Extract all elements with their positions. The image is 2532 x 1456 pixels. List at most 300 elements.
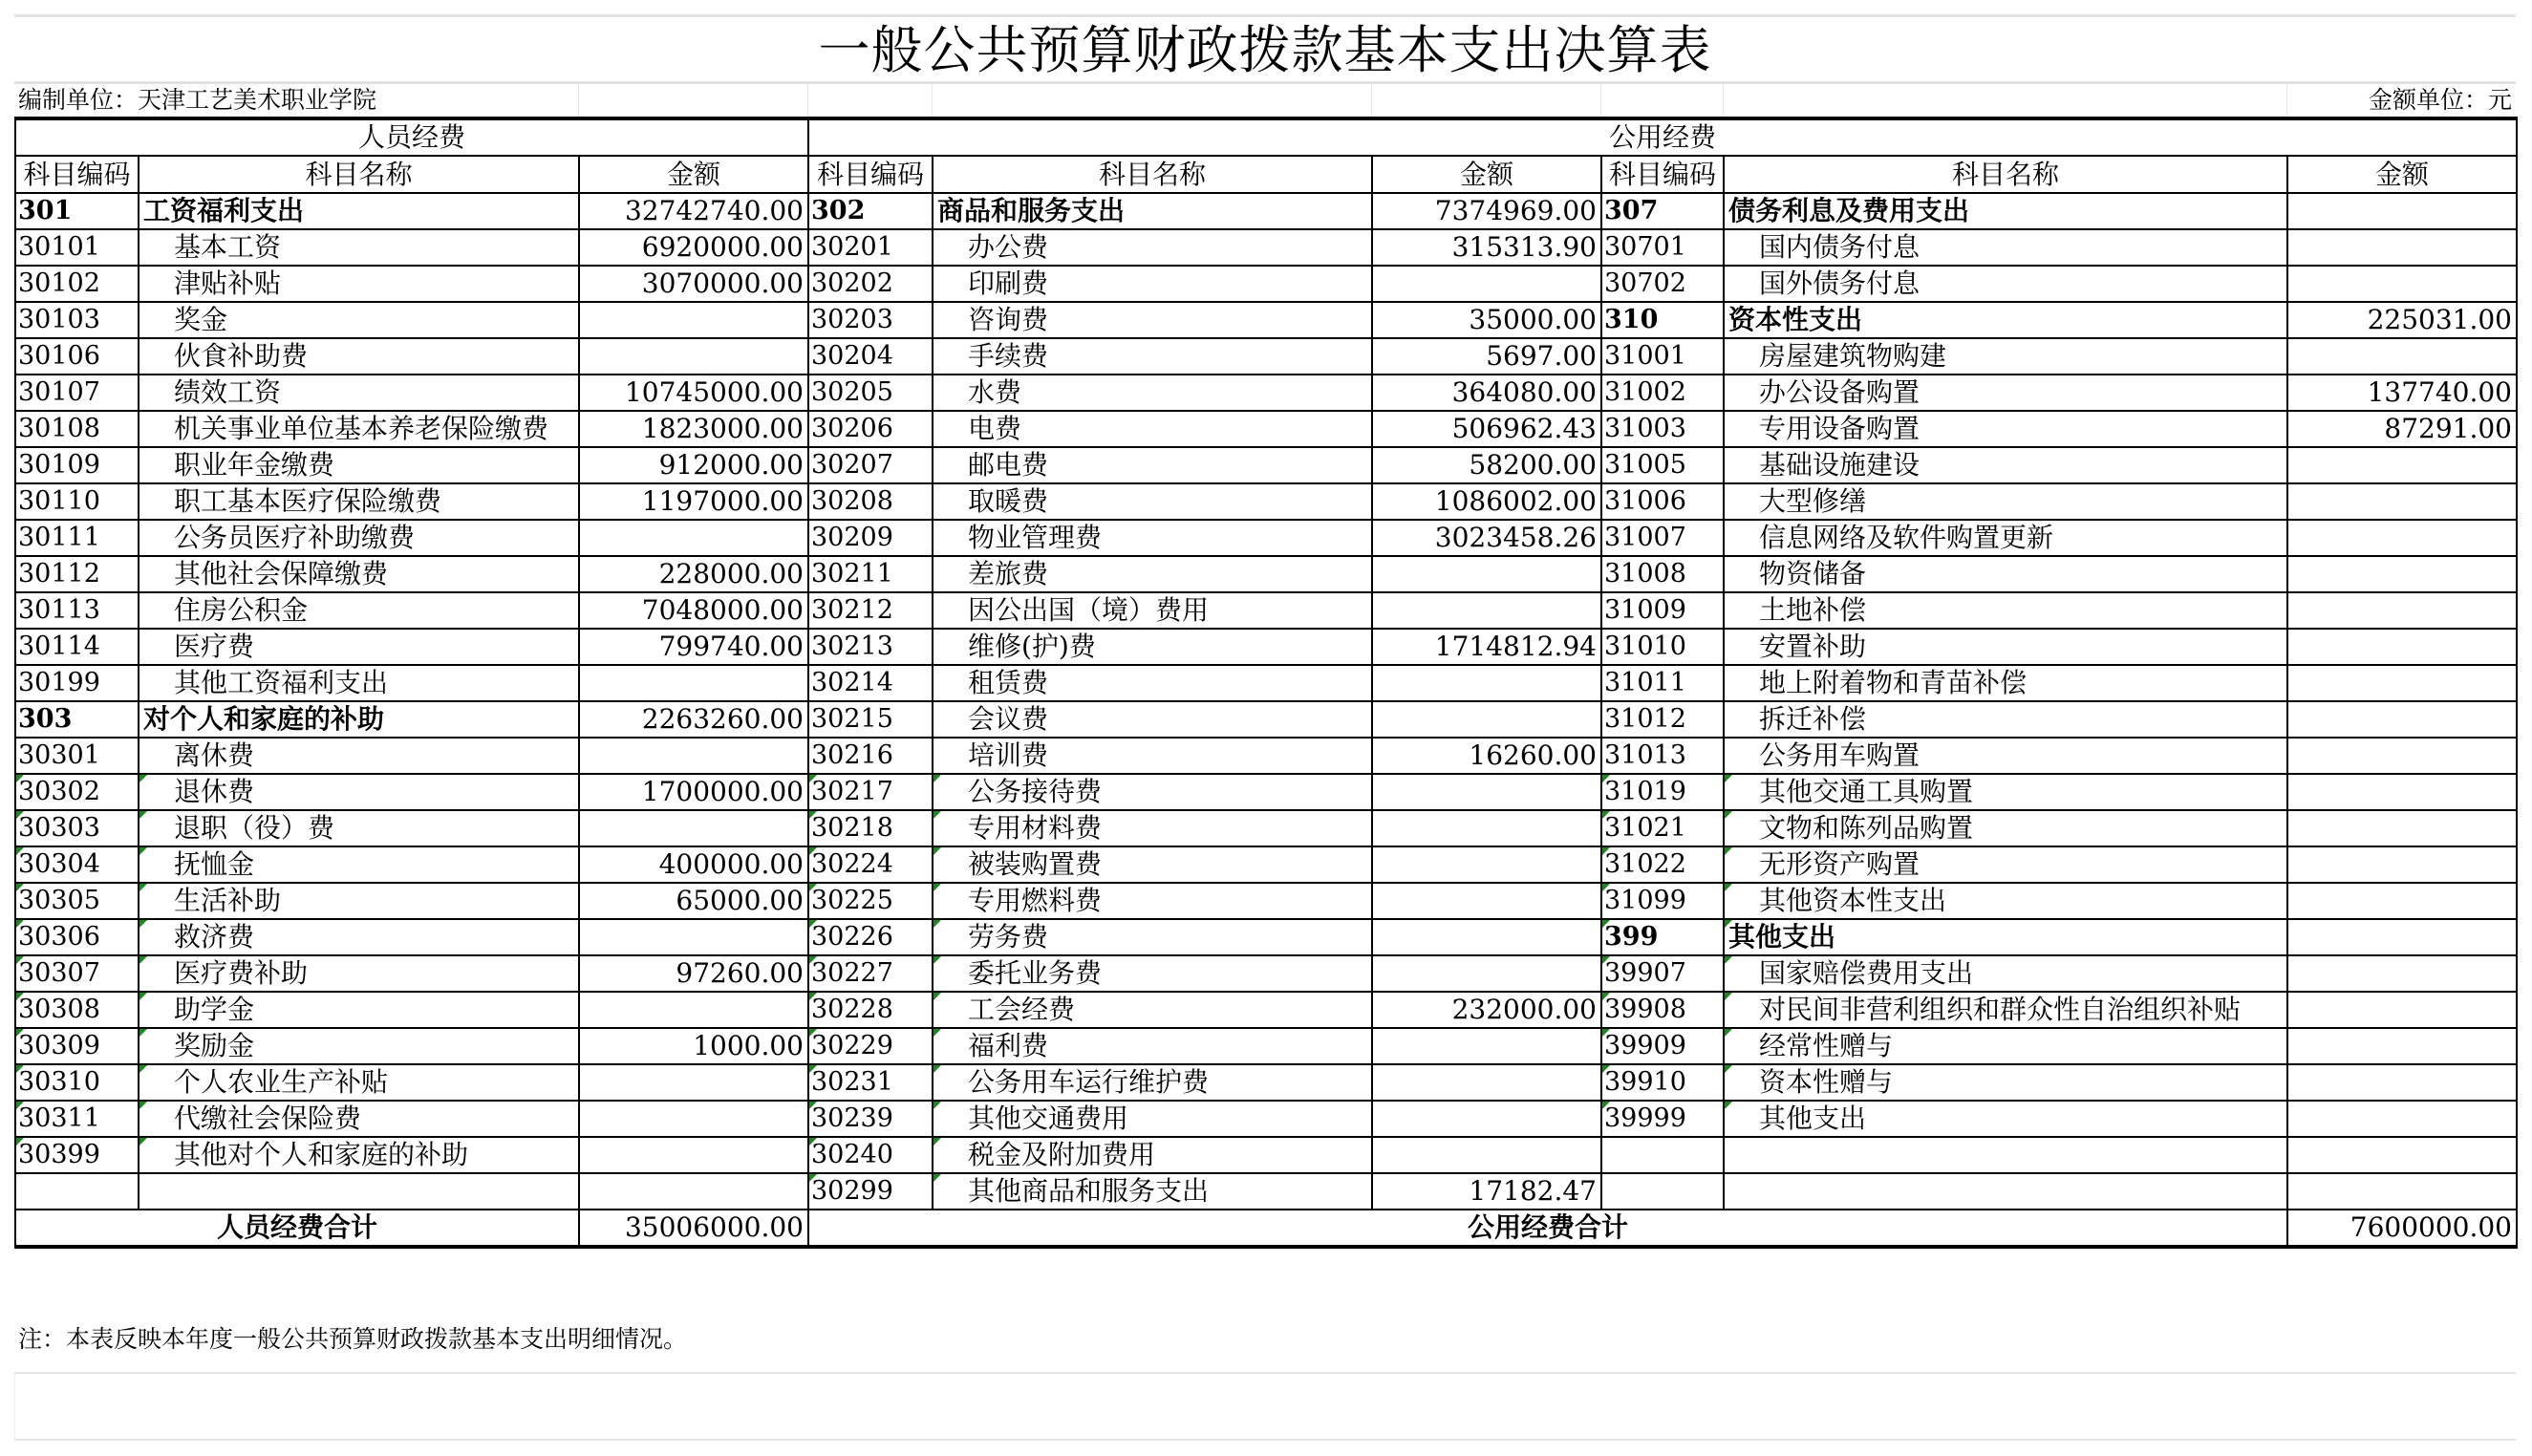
table-row xyxy=(15,810,2517,846)
cell-code[interactable]: 30307 xyxy=(15,955,139,992)
cell-code[interactable]: 30112 xyxy=(15,556,139,592)
table-row xyxy=(15,1101,2517,1137)
cell-name[interactable]: 公务用车购置 xyxy=(1724,738,2287,774)
footnote: 注：本表反映本年度一般公共预算财政拨款基本支出明细情况。 xyxy=(14,1305,2516,1374)
cell-code[interactable]: 31003 xyxy=(1601,411,1724,447)
table-row xyxy=(15,229,2517,266)
cell-amount[interactable] xyxy=(2287,774,2517,810)
cell-code[interactable]: 30229 xyxy=(808,1028,933,1064)
cell-amount[interactable]: 3023458.26 xyxy=(1372,520,1601,556)
cell-amount[interactable] xyxy=(2287,193,2517,229)
cell-code[interactable]: 30209 xyxy=(808,520,933,556)
cell-code[interactable]: 39908 xyxy=(1601,992,1724,1028)
table-row xyxy=(15,992,2517,1028)
cell-amount[interactable]: 2263260.00 xyxy=(579,701,808,738)
cell-amount[interactable] xyxy=(2287,1064,2517,1101)
cell-amount[interactable] xyxy=(579,810,808,846)
cell-name[interactable]: 国内债务付息 xyxy=(1724,229,2287,266)
cell-name[interactable]: 劳务费 xyxy=(933,919,1372,955)
cell-name[interactable]: 其他支出 xyxy=(1724,919,2287,955)
personnel-total-amount[interactable]: 35006000.00 xyxy=(579,1210,808,1247)
cell-code[interactable]: 30306 xyxy=(15,919,139,955)
cell-name[interactable]: 委托业务费 xyxy=(933,955,1372,992)
cell-amount[interactable] xyxy=(2287,447,2517,483)
col-amount: 金额 xyxy=(579,156,808,193)
cell-amount[interactable]: 228000.00 xyxy=(579,556,808,592)
cell-name[interactable]: 办公设备购置 xyxy=(1724,375,2287,411)
cell-code[interactable]: 30214 xyxy=(808,665,933,701)
cell-name[interactable]: 奖励金 xyxy=(139,1028,579,1064)
cell-code[interactable]: 31012 xyxy=(1601,701,1724,738)
cell-amount[interactable] xyxy=(579,738,808,774)
cell-amount[interactable] xyxy=(1372,701,1601,738)
cell-amount[interactable] xyxy=(1372,665,1601,701)
cell-amount[interactable]: 1197000.00 xyxy=(579,483,808,520)
table-row xyxy=(15,338,2517,375)
gridline xyxy=(932,84,933,117)
cell-code[interactable]: 30215 xyxy=(808,701,933,738)
cell-name[interactable]: 地上附着物和青苗补偿 xyxy=(1724,665,2287,701)
personnel-total-label: 人员经费合计 xyxy=(15,1210,579,1247)
cell-code[interactable]: 30102 xyxy=(15,266,139,302)
cell-code[interactable]: 301 xyxy=(15,193,139,229)
cell-name[interactable]: 邮电费 xyxy=(933,447,1372,483)
cell-code[interactable]: 30231 xyxy=(808,1064,933,1101)
cell-name[interactable]: 退职（役）费 xyxy=(139,810,579,846)
cell-code[interactable]: 30114 xyxy=(15,629,139,665)
cell-code[interactable]: 30108 xyxy=(15,411,139,447)
cell-code[interactable]: 31001 xyxy=(1601,338,1724,375)
cell-code[interactable] xyxy=(15,1173,139,1210)
cell-name[interactable]: 专用材料费 xyxy=(933,810,1372,846)
cell-amount[interactable]: 3070000.00 xyxy=(579,266,808,302)
cell-code[interactable]: 30103 xyxy=(15,302,139,338)
cell-code[interactable]: 30205 xyxy=(808,375,933,411)
cell-amount[interactable] xyxy=(1372,774,1601,810)
cell-amount[interactable] xyxy=(579,338,808,375)
cell-code[interactable]: 30218 xyxy=(808,810,933,846)
cell-code[interactable]: 31019 xyxy=(1601,774,1724,810)
cell-amount[interactable] xyxy=(579,919,808,955)
table-row xyxy=(15,846,2517,883)
cell-name[interactable]: 印刷费 xyxy=(933,266,1372,302)
cell-name[interactable]: 咨询费 xyxy=(933,302,1372,338)
cell-code[interactable]: 30201 xyxy=(808,229,933,266)
cell-amount[interactable]: 1700000.00 xyxy=(579,774,808,810)
cell-amount[interactable] xyxy=(2287,738,2517,774)
cell-amount[interactable] xyxy=(1372,1028,1601,1064)
cell-code[interactable]: 30109 xyxy=(15,447,139,483)
cell-code[interactable] xyxy=(1601,1173,1724,1210)
public-total-amount[interactable]: 7600000.00 xyxy=(2287,1210,2517,1247)
cell-code[interactable]: 30227 xyxy=(808,955,933,992)
cell-amount[interactable] xyxy=(2287,1173,2517,1210)
table-row xyxy=(15,629,2517,665)
col-name: 科目名称 xyxy=(1724,156,2287,193)
cell-name[interactable]: 工资福利支出 xyxy=(139,193,579,229)
cell-name[interactable]: 电费 xyxy=(933,411,1372,447)
cell-amount[interactable] xyxy=(2287,629,2517,665)
empty-row xyxy=(14,1374,2516,1441)
cell-name[interactable]: 大型修缮 xyxy=(1724,483,2287,520)
cell-amount[interactable]: 1714812.94 xyxy=(1372,629,1601,665)
cell-amount[interactable] xyxy=(2287,701,2517,738)
cell-name[interactable]: 其他支出 xyxy=(1724,1101,2287,1137)
col-code: 科目编码 xyxy=(808,156,933,193)
cell-name[interactable]: 生活补助 xyxy=(139,883,579,919)
cell-amount[interactable] xyxy=(1372,1101,1601,1137)
cell-code[interactable]: 30204 xyxy=(808,338,933,375)
cell-name[interactable]: 住房公积金 xyxy=(139,592,579,629)
gridline xyxy=(578,84,579,117)
cell-amount[interactable]: 10745000.00 xyxy=(579,375,808,411)
table-row xyxy=(15,955,2517,992)
cell-code[interactable]: 30212 xyxy=(808,592,933,629)
cell-code[interactable]: 31022 xyxy=(1601,846,1724,883)
expenditure-table xyxy=(14,117,2518,1249)
cell-amount[interactable] xyxy=(579,1173,808,1210)
cell-amount[interactable]: 1000.00 xyxy=(579,1028,808,1064)
cell-amount[interactable] xyxy=(2287,992,2517,1028)
cell-code[interactable]: 31011 xyxy=(1601,665,1724,701)
cell-name[interactable]: 差旅费 xyxy=(933,556,1372,592)
cell-code[interactable]: 30399 xyxy=(15,1137,139,1173)
cell-code[interactable]: 31010 xyxy=(1601,629,1724,665)
cell-code[interactable]: 30202 xyxy=(808,266,933,302)
cell-name[interactable]: 退休费 xyxy=(139,774,579,810)
cell-amount[interactable]: 364080.00 xyxy=(1372,375,1601,411)
cell-amount[interactable]: 35000.00 xyxy=(1372,302,1601,338)
cell-amount[interactable] xyxy=(2287,665,2517,701)
cell-name[interactable]: 文物和陈列品购置 xyxy=(1724,810,2287,846)
cell-amount[interactable]: 16260.00 xyxy=(1372,738,1601,774)
cell-code[interactable]: 307 xyxy=(1601,193,1724,229)
cell-code[interactable]: 30310 xyxy=(15,1064,139,1101)
cell-amount[interactable] xyxy=(2287,1101,2517,1137)
cell-code[interactable]: 30309 xyxy=(15,1028,139,1064)
reporting-unit: 编制单位：天津工艺美术职业学院 xyxy=(18,86,377,114)
cell-name[interactable]: 其他工资福利支出 xyxy=(139,665,579,701)
cell-name[interactable]: 专用设备购置 xyxy=(1724,411,2287,447)
cell-code[interactable]: 30239 xyxy=(808,1101,933,1137)
cell-name[interactable]: 租赁费 xyxy=(933,665,1372,701)
table-row xyxy=(15,919,2517,955)
cell-amount[interactable]: 7374969.00 xyxy=(1372,193,1601,229)
cell-name[interactable]: 手续费 xyxy=(933,338,1372,375)
cell-name[interactable]: 物业管理费 xyxy=(933,520,1372,556)
cell-amount[interactable] xyxy=(579,1064,808,1101)
gridline xyxy=(1723,84,1724,117)
cell-code[interactable]: 30113 xyxy=(15,592,139,629)
cell-name[interactable]: 其他交通费用 xyxy=(933,1101,1372,1137)
cell-code[interactable]: 31008 xyxy=(1601,556,1724,592)
unit-row xyxy=(14,84,2516,117)
cell-code[interactable]: 30206 xyxy=(808,411,933,447)
table-row xyxy=(15,883,2517,919)
cell-name[interactable] xyxy=(139,1173,579,1210)
cell-code[interactable]: 30226 xyxy=(808,919,933,955)
cell-name[interactable]: 绩效工资 xyxy=(139,375,579,411)
cell-amount[interactable] xyxy=(1372,955,1601,992)
cell-code[interactable]: 30216 xyxy=(808,738,933,774)
cell-code[interactable]: 31021 xyxy=(1601,810,1724,846)
cell-code[interactable]: 31006 xyxy=(1601,483,1724,520)
cell-name[interactable]: 福利费 xyxy=(933,1028,1372,1064)
cell-amount[interactable]: 799740.00 xyxy=(579,629,808,665)
cell-amount[interactable] xyxy=(579,665,808,701)
table-row xyxy=(15,411,2517,447)
cell-amount[interactable]: 87291.00 xyxy=(2287,411,2517,447)
cell-code[interactable]: 30305 xyxy=(15,883,139,919)
table-row xyxy=(15,375,2517,411)
table-row xyxy=(15,1064,2517,1101)
cell-name[interactable]: 专用燃料费 xyxy=(933,883,1372,919)
gridline xyxy=(1600,84,1601,117)
cell-name[interactable]: 拆迁补偿 xyxy=(1724,701,2287,738)
cell-amount[interactable]: 225031.00 xyxy=(2287,302,2517,338)
cell-name[interactable]: 资本性赠与 xyxy=(1724,1064,2287,1101)
cell-name[interactable]: 离休费 xyxy=(139,738,579,774)
cell-name[interactable]: 公务接待费 xyxy=(933,774,1372,810)
cell-amount[interactable]: 65000.00 xyxy=(579,883,808,919)
cell-amount[interactable] xyxy=(2287,338,2517,375)
cell-name[interactable]: 抚恤金 xyxy=(139,846,579,883)
cell-name[interactable]: 房屋建筑物购建 xyxy=(1724,338,2287,375)
cell-code[interactable]: 30225 xyxy=(808,883,933,919)
cell-name[interactable]: 其他商品和服务支出 xyxy=(933,1173,1372,1210)
cell-amount[interactable]: 7048000.00 xyxy=(579,592,808,629)
cell-name[interactable] xyxy=(1724,1173,2287,1210)
col-amount: 金额 xyxy=(2287,156,2517,193)
cell-amount[interactable]: 17182.47 xyxy=(1372,1173,1601,1210)
table-row xyxy=(15,520,2517,556)
cell-name[interactable]: 对个人和家庭的补助 xyxy=(139,701,579,738)
cell-name[interactable]: 经常性赠与 xyxy=(1724,1028,2287,1064)
cell-amount[interactable]: 1823000.00 xyxy=(579,411,808,447)
cell-name[interactable]: 伙食补助费 xyxy=(139,338,579,375)
cell-amount[interactable] xyxy=(2287,483,2517,520)
cell-code[interactable]: 30213 xyxy=(808,629,933,665)
cell-code[interactable]: 31007 xyxy=(1601,520,1724,556)
cell-name[interactable]: 国外债务付息 xyxy=(1724,266,2287,302)
cell-amount[interactable] xyxy=(1372,1137,1601,1173)
cell-amount[interactable]: 506962.43 xyxy=(1372,411,1601,447)
cell-name[interactable]: 津贴补贴 xyxy=(139,266,579,302)
cell-code[interactable]: 30303 xyxy=(15,810,139,846)
cell-name[interactable]: 救济费 xyxy=(139,919,579,955)
cell-code[interactable]: 303 xyxy=(15,701,139,738)
cell-name[interactable]: 国家赔偿费用支出 xyxy=(1724,955,2287,992)
cell-code[interactable]: 30107 xyxy=(15,375,139,411)
cell-amount[interactable]: 6920000.00 xyxy=(579,229,808,266)
cell-name[interactable]: 公务用车运行维护费 xyxy=(933,1064,1372,1101)
cell-name[interactable]: 水费 xyxy=(933,375,1372,411)
cell-amount[interactable] xyxy=(2287,1137,2517,1173)
cell-code[interactable]: 39910 xyxy=(1601,1064,1724,1101)
table-row xyxy=(15,592,2517,629)
cell-code[interactable]: 30106 xyxy=(15,338,139,375)
cell-code[interactable]: 30228 xyxy=(808,992,933,1028)
cell-amount[interactable] xyxy=(2287,556,2517,592)
cell-amount[interactable] xyxy=(2287,229,2517,266)
cell-name[interactable] xyxy=(1724,1137,2287,1173)
cell-name[interactable]: 医疗费 xyxy=(139,629,579,665)
cell-code[interactable]: 30211 xyxy=(808,556,933,592)
cell-name[interactable]: 无形资产购置 xyxy=(1724,846,2287,883)
cell-code[interactable]: 30304 xyxy=(15,846,139,883)
cell-amount[interactable] xyxy=(579,520,808,556)
cell-code[interactable]: 30311 xyxy=(15,1101,139,1137)
cell-code[interactable]: 30199 xyxy=(15,665,139,701)
cell-amount[interactable] xyxy=(1372,1064,1601,1101)
cell-name[interactable]: 办公费 xyxy=(933,229,1372,266)
cell-code[interactable]: 30101 xyxy=(15,229,139,266)
cell-name[interactable]: 其他社会保障缴费 xyxy=(139,556,579,592)
cell-amount[interactable] xyxy=(1372,592,1601,629)
cell-amount[interactable]: 315313.90 xyxy=(1372,229,1601,266)
cell-amount[interactable] xyxy=(2287,846,2517,883)
cell-amount[interactable] xyxy=(2287,955,2517,992)
cell-amount[interactable] xyxy=(2287,592,2517,629)
cell-code[interactable]: 30111 xyxy=(15,520,139,556)
cell-amount[interactable]: 97260.00 xyxy=(579,955,808,992)
cell-amount[interactable]: 58200.00 xyxy=(1372,447,1601,483)
cell-code[interactable]: 302 xyxy=(808,193,933,229)
cell-name[interactable]: 医疗费补助 xyxy=(139,955,579,992)
cell-name[interactable]: 其他资本性支出 xyxy=(1724,883,2287,919)
cell-code[interactable]: 30240 xyxy=(808,1137,933,1173)
cell-code[interactable]: 30110 xyxy=(15,483,139,520)
col-name: 科目名称 xyxy=(139,156,579,193)
cell-code[interactable]: 310 xyxy=(1601,302,1724,338)
cell-name[interactable]: 取暖费 xyxy=(933,483,1372,520)
cell-code[interactable]: 30208 xyxy=(808,483,933,520)
cell-name[interactable]: 助学金 xyxy=(139,992,579,1028)
cell-code[interactable] xyxy=(1601,1137,1724,1173)
cell-code[interactable]: 39999 xyxy=(1601,1101,1724,1137)
cell-name[interactable]: 对民间非营利组织和群众性自治组织补贴 xyxy=(1724,992,2287,1028)
cell-code[interactable]: 30224 xyxy=(808,846,933,883)
cell-amount[interactable]: 137740.00 xyxy=(2287,375,2517,411)
cell-amount[interactable] xyxy=(1372,919,1601,955)
cell-name[interactable]: 资本性支出 xyxy=(1724,302,2287,338)
cell-name[interactable]: 基本工资 xyxy=(139,229,579,266)
cell-code[interactable]: 31002 xyxy=(1601,375,1724,411)
cell-amount[interactable] xyxy=(2287,919,2517,955)
cell-code[interactable]: 39909 xyxy=(1601,1028,1724,1064)
cell-code[interactable]: 30302 xyxy=(15,774,139,810)
cell-name[interactable]: 代缴社会保险费 xyxy=(139,1101,579,1137)
cell-name[interactable]: 职业年金缴费 xyxy=(139,447,579,483)
cell-name[interactable]: 会议费 xyxy=(933,701,1372,738)
gridline xyxy=(1371,84,1372,117)
cell-code[interactable]: 30701 xyxy=(1601,229,1724,266)
public-total-label: 公用经费合计 xyxy=(808,1210,2287,1247)
cell-amount[interactable] xyxy=(2287,1028,2517,1064)
cell-name[interactable]: 商品和服务支出 xyxy=(933,193,1372,229)
cell-name[interactable]: 个人农业生产补贴 xyxy=(139,1064,579,1101)
cell-code[interactable]: 31099 xyxy=(1601,883,1724,919)
cell-name[interactable]: 物资储备 xyxy=(1724,556,2287,592)
cell-amount[interactable]: 1086002.00 xyxy=(1372,483,1601,520)
cell-name[interactable]: 税金及附加费用 xyxy=(933,1137,1372,1173)
cell-code[interactable]: 31005 xyxy=(1601,447,1724,483)
cell-amount[interactable] xyxy=(1372,883,1601,919)
cell-amount[interactable] xyxy=(579,1137,808,1173)
gridline xyxy=(807,84,808,117)
cell-amount[interactable] xyxy=(1372,266,1601,302)
group-personnel: 人员经费 xyxy=(15,118,808,156)
cell-code[interactable]: 30301 xyxy=(15,738,139,774)
cell-code[interactable]: 39907 xyxy=(1601,955,1724,992)
cell-amount[interactable] xyxy=(1372,846,1601,883)
column-header-row xyxy=(15,156,2517,193)
cell-name[interactable]: 因公出国（境）费用 xyxy=(933,592,1372,629)
cell-name[interactable]: 奖金 xyxy=(139,302,579,338)
table-row xyxy=(15,665,2517,701)
cell-code[interactable]: 30308 xyxy=(15,992,139,1028)
table-row xyxy=(15,302,2517,338)
cell-name[interactable]: 公务员医疗补助缴费 xyxy=(139,520,579,556)
cell-name[interactable]: 维修(护)费 xyxy=(933,629,1372,665)
cell-code[interactable]: 30207 xyxy=(808,447,933,483)
col-amount: 金额 xyxy=(1372,156,1601,193)
cell-amount[interactable] xyxy=(1372,556,1601,592)
cell-amount[interactable] xyxy=(579,302,808,338)
cell-code[interactable]: 30702 xyxy=(1601,266,1724,302)
cell-amount[interactable]: 5697.00 xyxy=(1372,338,1601,375)
col-name: 科目名称 xyxy=(933,156,1372,193)
cell-code[interactable]: 30217 xyxy=(808,774,933,810)
cell-code[interactable]: 30203 xyxy=(808,302,933,338)
cell-amount[interactable]: 400000.00 xyxy=(579,846,808,883)
cell-amount[interactable] xyxy=(2287,520,2517,556)
table-row xyxy=(15,447,2517,483)
cell-amount[interactable] xyxy=(2287,810,2517,846)
cell-code[interactable]: 399 xyxy=(1601,919,1724,955)
cell-code[interactable]: 30299 xyxy=(808,1173,933,1210)
cell-amount[interactable] xyxy=(2287,883,2517,919)
cell-name[interactable]: 债务利息及费用支出 xyxy=(1724,193,2287,229)
cell-amount[interactable] xyxy=(579,1101,808,1137)
cell-name[interactable]: 信息网络及软件购置更新 xyxy=(1724,520,2287,556)
cell-name[interactable]: 被装购置费 xyxy=(933,846,1372,883)
cell-name[interactable]: 培训费 xyxy=(933,738,1372,774)
cell-amount[interactable]: 32742740.00 xyxy=(579,193,808,229)
cell-name[interactable]: 基础设施建设 xyxy=(1724,447,2287,483)
cell-name[interactable]: 安置补助 xyxy=(1724,629,2287,665)
cell-amount[interactable] xyxy=(579,992,808,1028)
cell-name[interactable]: 职工基本医疗保险缴费 xyxy=(139,483,579,520)
cell-name[interactable]: 机关事业单位基本养老保险缴费 xyxy=(139,411,579,447)
cell-amount[interactable]: 232000.00 xyxy=(1372,992,1601,1028)
cell-name[interactable]: 其他对个人和家庭的补助 xyxy=(139,1137,579,1173)
cell-name[interactable]: 土地补偿 xyxy=(1724,592,2287,629)
table-row xyxy=(15,774,2517,810)
cell-name[interactable]: 其他交通工具购置 xyxy=(1724,774,2287,810)
cell-amount[interactable] xyxy=(1372,810,1601,846)
cell-code[interactable]: 31013 xyxy=(1601,738,1724,774)
cell-code[interactable]: 31009 xyxy=(1601,592,1724,629)
table-row xyxy=(15,483,2517,520)
cell-amount[interactable]: 912000.00 xyxy=(579,447,808,483)
cell-amount[interactable] xyxy=(2287,266,2517,302)
totals-row xyxy=(15,1210,2517,1247)
col-code: 科目编码 xyxy=(1601,156,1724,193)
cell-name[interactable]: 工会经费 xyxy=(933,992,1372,1028)
table-row xyxy=(15,1028,2517,1064)
table-row xyxy=(15,1173,2517,1210)
